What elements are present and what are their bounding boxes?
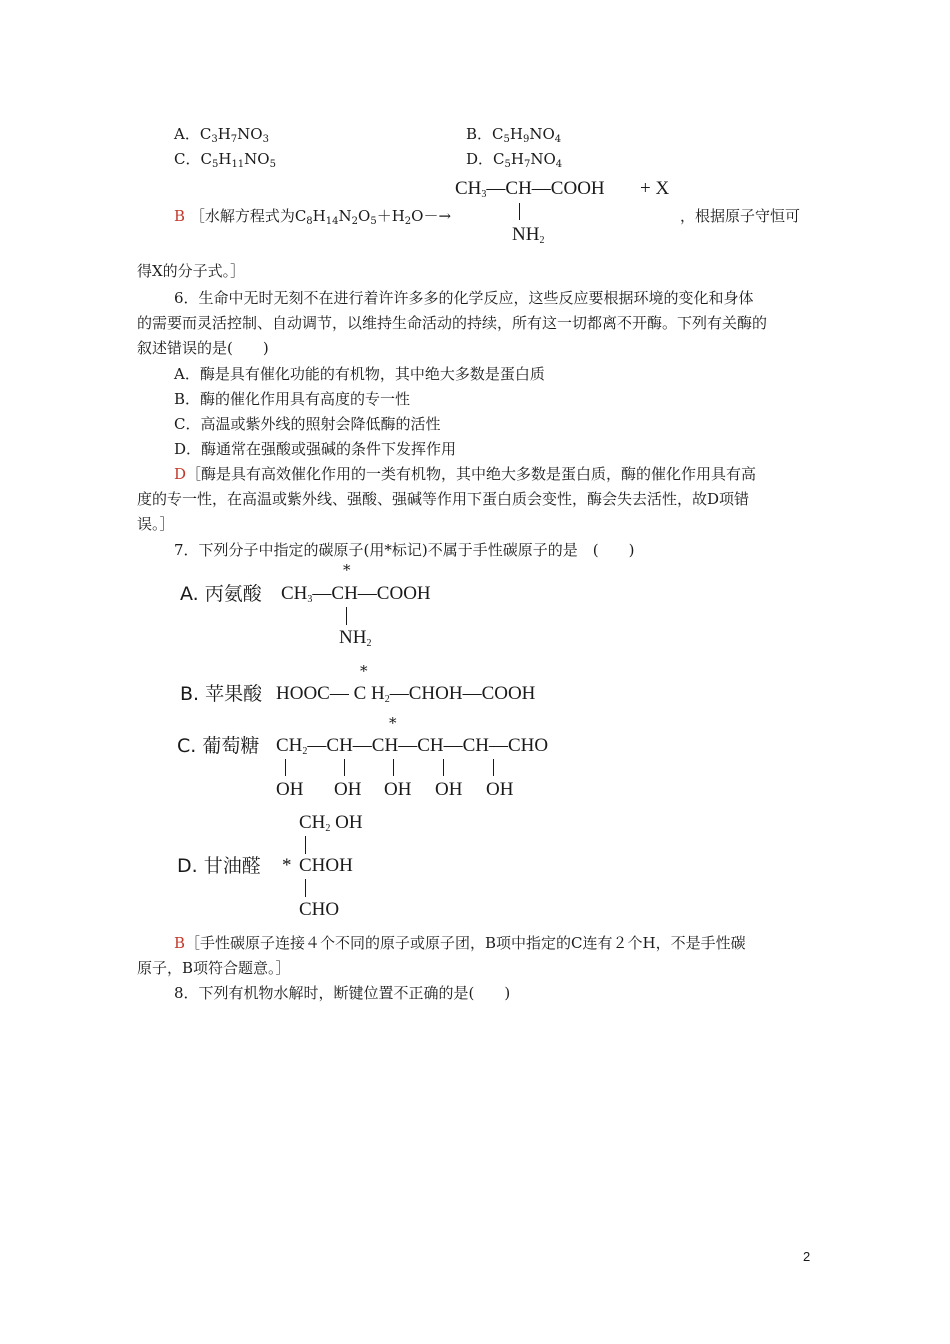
q7-c-star: *	[389, 714, 397, 732]
q7-a-bond	[346, 607, 347, 625]
q5-equation-nh2: $NH_2$	[512, 224, 545, 246]
q7-a-label: A. 丙氨酸	[180, 583, 262, 605]
q5-bond-vertical	[519, 203, 520, 220]
q7-explanation-line2: 原子，B项符合题意。］	[137, 959, 291, 977]
q7-d-bottom: CHO	[299, 899, 340, 920]
q7-c-oh-4: OH	[435, 779, 463, 800]
q6-option-c: C．高温或紫外线的照射会降低酶的活性	[174, 415, 441, 433]
q7-d-bond-2	[305, 879, 306, 897]
q7-c-bond-3	[393, 759, 394, 776]
q6-answer: D	[174, 465, 187, 483]
q7-c-oh-3: OH	[384, 779, 412, 800]
q5-option-d: D．$C_5H_7NO_4$	[466, 150, 563, 170]
q5-explanation: B ［水解方程式为$C_8H_{14}N_2O_5+H_2O-\to$	[174, 207, 452, 227]
q8-stem: 8．下列有机物水解时，断键位置不正确的是( )	[174, 984, 511, 1002]
q5-explanation-end: 得X的分子式。］	[137, 262, 246, 280]
q7-c-bond-4	[443, 759, 444, 776]
q7-a-star: *	[343, 561, 351, 579]
q7-d-mid: CHOH	[299, 855, 353, 876]
q6-stem-line2: 的需要而灵活控制、自动调节，以维持生命活动的持续，所有这一切都离不开酶。下列有关酶的	[137, 314, 768, 332]
q7-b-star: *	[360, 662, 368, 680]
page-number: 2	[803, 1249, 811, 1264]
q5-explanation-tail: ，根据原子守恒可	[680, 207, 801, 225]
q5-option-c: C．$C_5H_{11}NO_5$	[174, 150, 276, 170]
q7-b-label: B. 苹果酸	[180, 683, 263, 705]
q7-c-formula: $CH_2—CH—CH—CH—CH—CHO$	[276, 735, 549, 757]
q7-c-bond-1	[285, 759, 286, 776]
q7-d-bond-1	[305, 836, 306, 854]
q7-answer: B	[174, 934, 186, 952]
q7-a-formula: $CH_3—CH—COOH$	[281, 583, 431, 605]
q5-answer: B	[174, 207, 186, 225]
q7-b-formula: HOOC— C $H_2—CHOH—COOH$	[276, 683, 536, 705]
q6-option-a: A．酶是具有催化功能的有机物，其中绝大多数是蛋白质	[174, 365, 545, 383]
q6-explanation-line1: D［酶是具有高效催化作用的一类有机物，其中绝大多数是蛋白质，酶的催化作用具有高	[174, 465, 757, 483]
q7-a-nh2: $NH_2$	[339, 627, 372, 649]
q7-explanation-line1: B［手性碳原子连接４个不同的原子或原子团，B项中指定的C连有２个H，不是手性碳	[174, 934, 746, 952]
q7-c-bond-2	[344, 759, 345, 776]
q7-c-oh-2: OH	[334, 779, 362, 800]
q6-stem-line1: 6．生命中无时无刻不在进行着许许多多的化学反应，这些反应要根据环境的变化和身体	[174, 289, 754, 307]
q7-c-oh-5: OH	[486, 779, 514, 800]
q5-option-a: A．$C_3H_7NO_3$	[174, 125, 269, 145]
q7-d-label: D. 甘油醛	[177, 855, 261, 877]
q7-c-label: C. 葡萄糖	[177, 735, 260, 757]
q6-option-d: D．酶通常在强酸或强碱的条件下发挥作用	[174, 440, 457, 458]
q7-c-oh-1: OH	[276, 779, 304, 800]
q6-stem-line3: 叙述错误的是( )	[137, 339, 269, 357]
q6-explanation-line2: 度的专一性，在高温或紫外线、强酸、强碱等作用下蛋白质会变性，酶会失去活性，故D项错	[137, 490, 750, 508]
q5-equation-plus-x: + X	[640, 178, 670, 199]
q5-equation-main: $CH_3—CH—COOH$	[455, 178, 605, 200]
q7-d-star: *	[282, 855, 292, 876]
q7-d-top: $CH_2$ OH	[299, 812, 363, 834]
q5-option-b: B．$C_5H_9NO_4$	[466, 125, 562, 145]
q7-c-bond-5	[493, 759, 494, 776]
q7-stem: 7．下列分子中指定的碳原子(用*标记)不属于手性碳原子的是 ( )	[174, 541, 635, 559]
q6-option-b: B．酶的催化作用具有高度的专一性	[174, 390, 411, 408]
q6-explanation-line3: 误。］	[137, 515, 175, 533]
